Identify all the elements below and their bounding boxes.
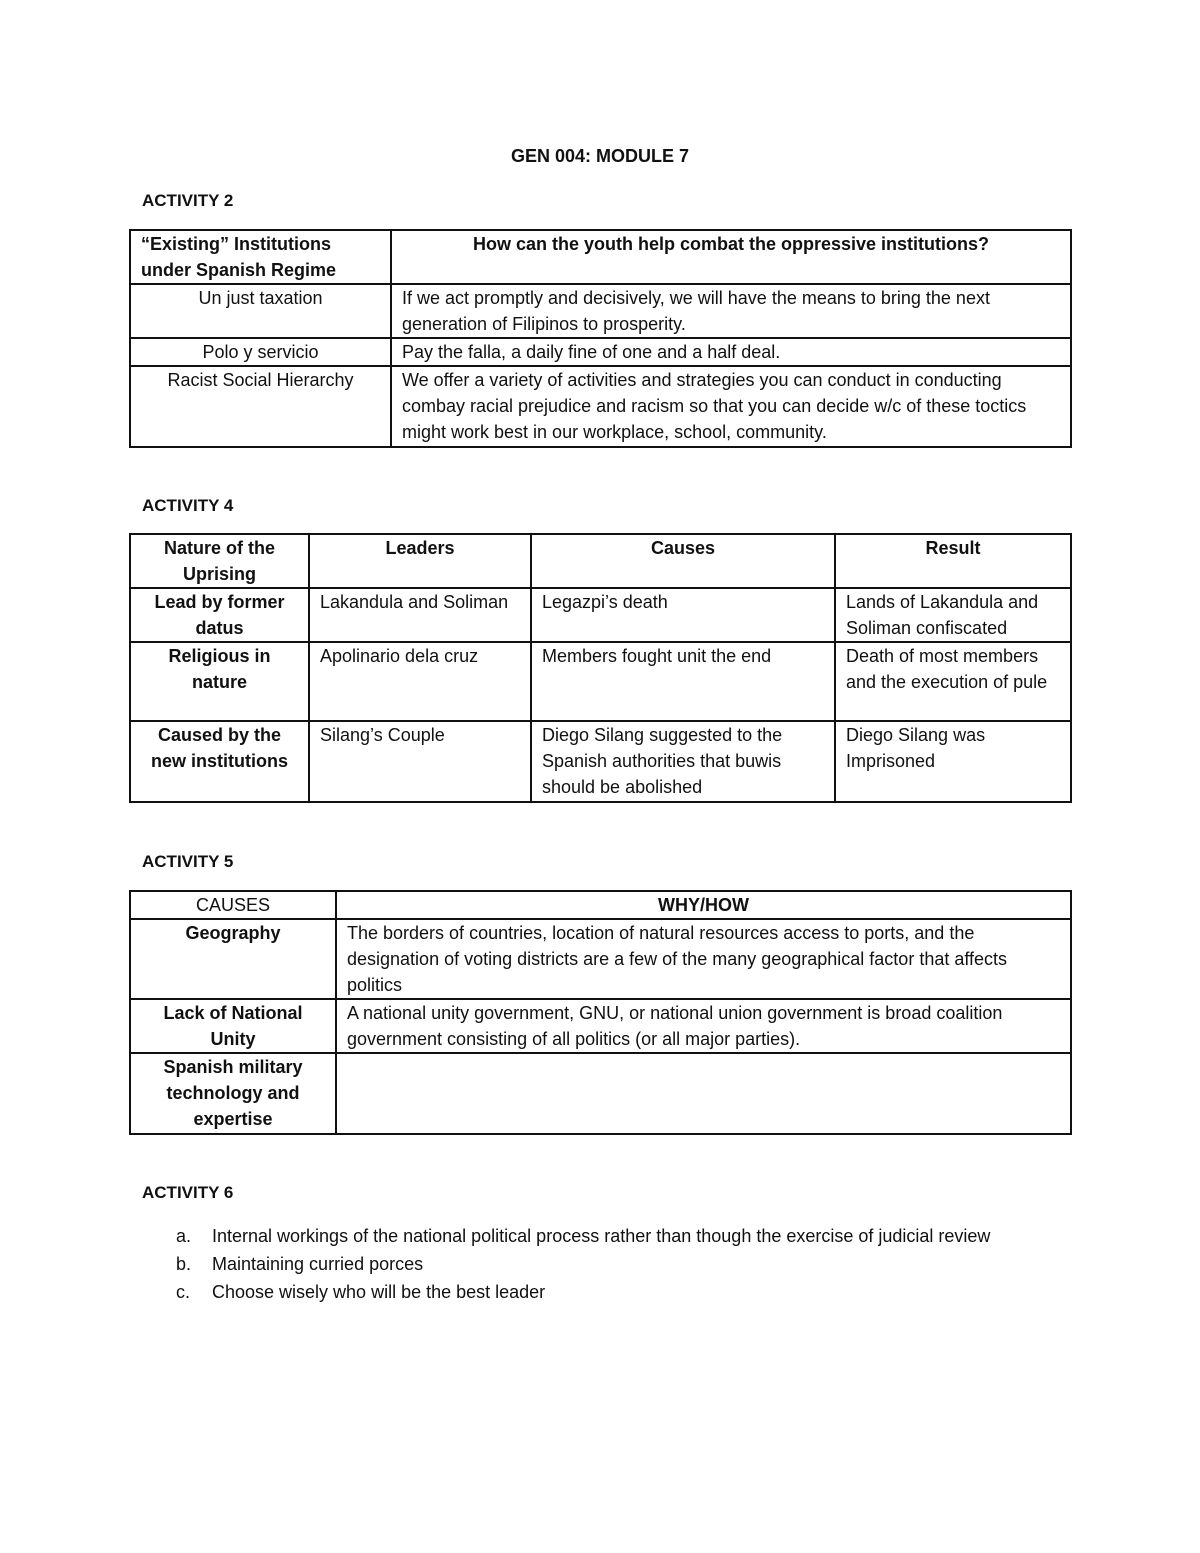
activity-6-list <box>176 1222 1036 1306</box>
table-cell: If we act promptly and decisively, we will have the means to bring the next generation of Filipinos to prosperity. <box>391 284 1071 338</box>
column-header: How can the youth help combat the oppressive institutions? <box>391 230 1071 284</box>
activity-4-heading: ACTIVITY 4 <box>142 496 234 515</box>
table-row <box>130 642 1071 721</box>
page-title: GEN 004: MODULE 7 <box>510 146 690 166</box>
activity-5-table <box>129 890 1072 1135</box>
table-cell: Un just taxation <box>130 284 391 338</box>
table-cell: A national unity government, GNU, or national union government is broad coalition government consisting of all politics (or all major parties). <box>336 999 1071 1053</box>
table-cell: Polo y servicio <box>130 338 391 366</box>
list-marker: c. <box>176 1282 191 1302</box>
column-header: Leaders <box>309 534 531 588</box>
table-cell <box>336 1053 1071 1134</box>
table-cell: The borders of countries, location of natural resources access to ports, and the designation of voting districts are a few of the many geographical factor that affects politics <box>336 919 1071 999</box>
column-header: CAUSES <box>130 891 336 919</box>
table-row <box>130 366 1071 447</box>
column-header: WHY/HOW <box>336 891 1071 919</box>
table-cell: Pay the falla, a daily fine of one and a half deal. <box>391 338 1071 366</box>
list-item <box>176 1222 1036 1250</box>
activity-2-table <box>129 229 1072 448</box>
table-cell: Geography <box>130 919 336 999</box>
activity-5-heading: ACTIVITY 5 <box>142 852 234 871</box>
list-item-text: Maintaining curried porces <box>212 1254 424 1274</box>
table-cell: Diego Silang was Imprisoned <box>835 721 1071 802</box>
column-header: “Existing” Institutions under Spanish Regime <box>130 230 391 284</box>
table-row <box>130 284 1071 338</box>
list-item <box>176 1278 1036 1306</box>
table-cell: Death of most members and the execution of pule <box>835 642 1071 721</box>
table-cell: Legazpi’s death <box>531 588 835 642</box>
table-cell: We offer a variety of activities and strategies you can conduct in conducting combay racial prejudice and racism so that you can decide w/c of these toctics might work best in our workplace, school, community. <box>391 366 1071 447</box>
table-cell: Apolinario dela cruz <box>309 642 531 721</box>
list-item-text: Internal workings of the national political process rather than though the exercise of judicial review <box>212 1226 991 1246</box>
table-row <box>130 999 1071 1053</box>
list-item <box>176 1250 1036 1278</box>
table-header-row <box>130 230 1071 284</box>
table-cell: Spanish military technology and expertise <box>130 1053 336 1134</box>
table-cell: Lands of Lakandula and Soliman confiscated <box>835 588 1071 642</box>
list-marker: a. <box>176 1226 192 1246</box>
table-row <box>130 338 1071 366</box>
table-cell: Caused by the new institutions <box>130 721 309 802</box>
table-cell: Racist Social Hierarchy <box>130 366 391 447</box>
list-item-text: Choose wisely who will be the best leader <box>212 1282 546 1302</box>
table-header-row <box>130 891 1071 919</box>
table-cell: Lack of National Unity <box>130 999 336 1053</box>
table-row <box>130 919 1071 999</box>
table-cell: Lakandula and Soliman <box>309 588 531 642</box>
column-header: Nature of the Uprising <box>130 534 309 588</box>
table-row <box>130 1053 1071 1134</box>
column-header: Causes <box>531 534 835 588</box>
list-marker: b. <box>176 1254 192 1274</box>
column-header: Result <box>835 534 1071 588</box>
table-cell: Religious in nature <box>130 642 309 721</box>
table-header-row <box>130 534 1071 588</box>
activity-2-heading: ACTIVITY 2 <box>142 191 234 210</box>
activity-6-heading: ACTIVITY 6 <box>142 1183 234 1202</box>
table-row <box>130 721 1071 802</box>
table-cell: Lead by former datus <box>130 588 309 642</box>
table-row <box>130 588 1071 642</box>
activity-4-table <box>129 533 1072 803</box>
table-cell: Members fought unit the end <box>531 642 835 721</box>
table-cell: Diego Silang suggested to the Spanish authorities that buwis should be abolished <box>531 721 835 802</box>
table-cell: Silang’s Couple <box>309 721 531 802</box>
